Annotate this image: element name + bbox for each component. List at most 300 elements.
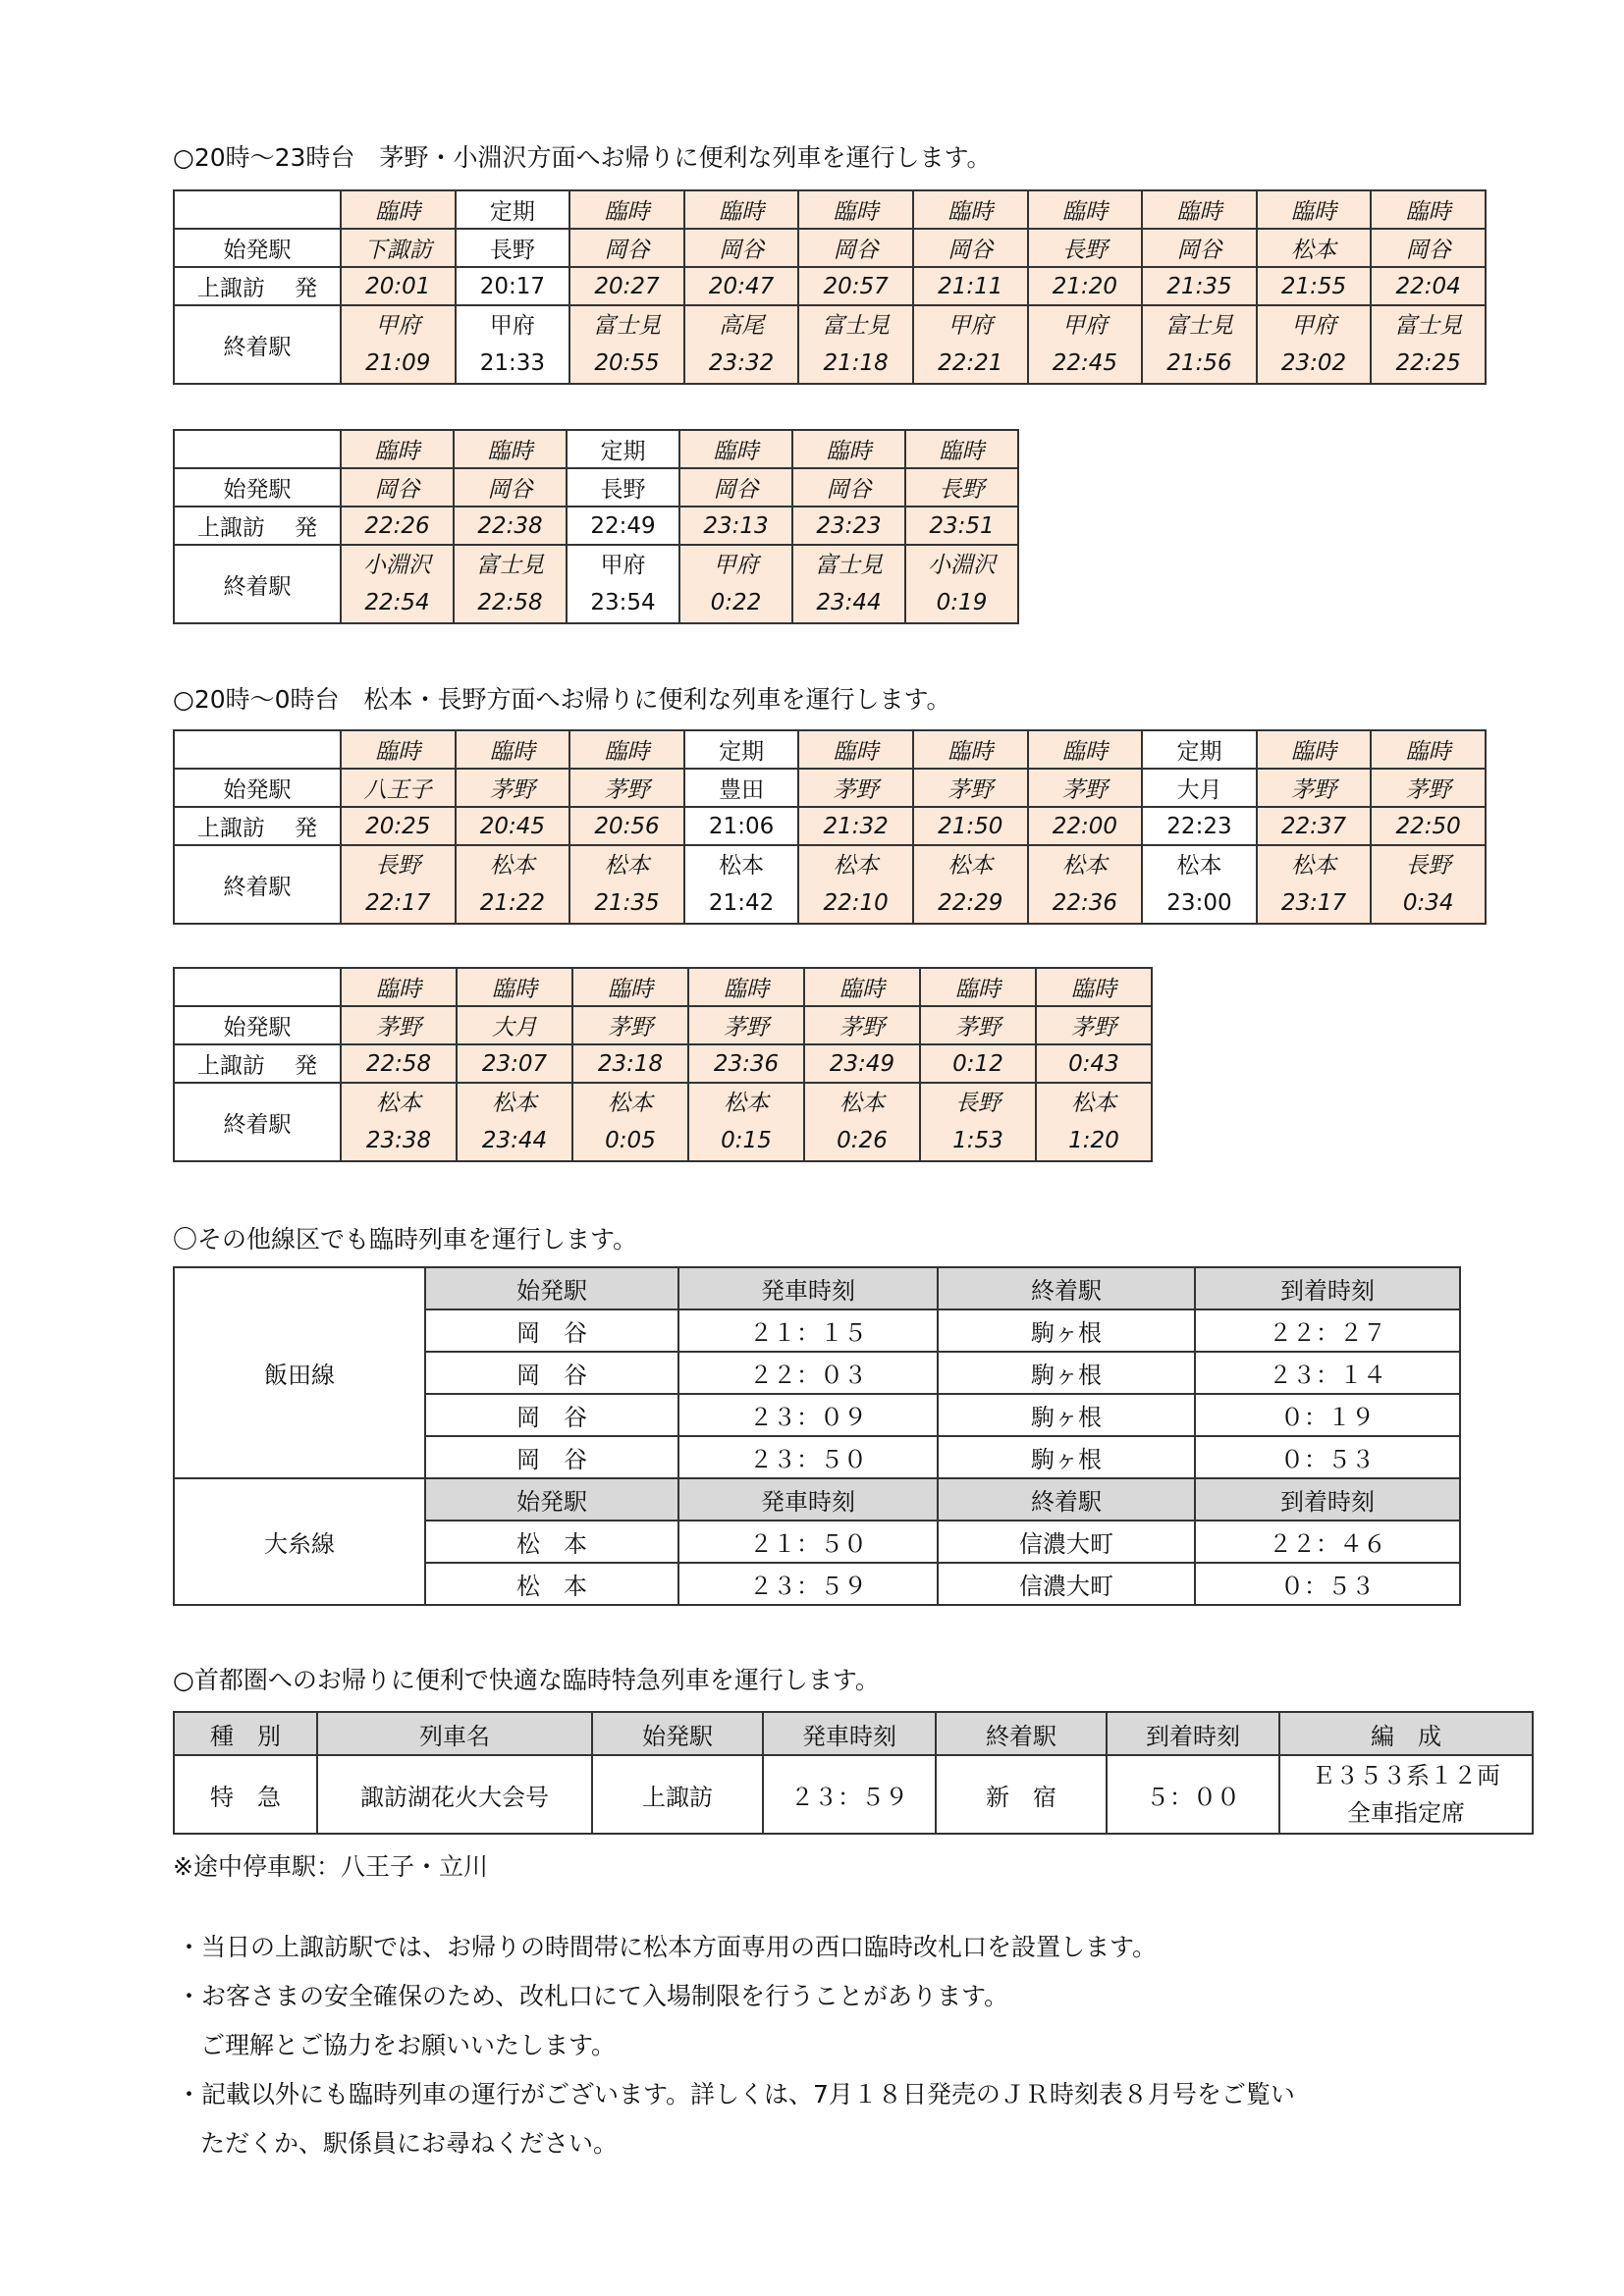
timetable-chino-2 bbox=[173, 429, 1019, 624]
destination-station: 松本 bbox=[839, 1091, 885, 1116]
arrive-cell: ２３：１４ bbox=[1195, 1352, 1460, 1394]
depart-cell: 23:07 bbox=[457, 1044, 572, 1083]
depart-cell: 23:49 bbox=[804, 1044, 920, 1083]
header-kind: 種 別 bbox=[174, 1712, 317, 1755]
header-arrive: 到着時刻 bbox=[1195, 1478, 1460, 1521]
destination-station: 富士見 bbox=[815, 553, 883, 578]
origin-cell: 茅野 bbox=[456, 769, 570, 807]
origin-cell: 茅野 bbox=[1371, 769, 1486, 807]
arrival-time: 1:53 bbox=[952, 1128, 1003, 1153]
depart-cell: 20:27 bbox=[569, 267, 684, 305]
origin-row bbox=[174, 229, 1486, 267]
destination-station: 松本 bbox=[1071, 1091, 1116, 1116]
header-dest: 終着駅 bbox=[936, 1712, 1107, 1755]
origin-cell: 茅野 bbox=[569, 769, 684, 807]
arrival-time: 21:22 bbox=[479, 890, 546, 916]
origin-cell: 松本 bbox=[1257, 229, 1372, 267]
depart-label: 上諏訪 発 bbox=[174, 507, 341, 545]
depart-cell: 20:45 bbox=[456, 807, 570, 845]
depart-cell: 21:06 bbox=[684, 807, 799, 845]
origin-cell: 茅野 bbox=[1028, 769, 1143, 807]
train-type-cell: 臨時 bbox=[798, 730, 913, 769]
arrival-time: 1:20 bbox=[1068, 1128, 1119, 1153]
origin-cell: 茅野 bbox=[804, 1006, 920, 1044]
depart-label: 上諏訪 発 bbox=[174, 1044, 341, 1083]
depart-cell: 20:56 bbox=[569, 807, 684, 845]
depart-cell: 21:20 bbox=[1028, 267, 1143, 305]
train-type-cell: 臨時 bbox=[569, 730, 684, 769]
destination-cell bbox=[456, 305, 570, 384]
arrival-time: 23:02 bbox=[1280, 350, 1347, 376]
train-type-cell: 臨時 bbox=[1028, 730, 1143, 769]
train-type-cell: 臨時 bbox=[684, 190, 799, 229]
arrival-time: 0:19 bbox=[936, 590, 988, 615]
depart-cell: 22:00 bbox=[1028, 807, 1143, 845]
depart-cell: 21:55 bbox=[1257, 267, 1372, 305]
notice-other-trains: ・記載以外にも臨時列車の運行がございます。詳しくは、7月１８日発売のＪＲ時刻表８月号をご覧い bbox=[177, 2080, 1295, 2109]
origin-label: 始発駅 bbox=[174, 1006, 341, 1044]
origin-cell: 岡 谷 bbox=[425, 1436, 678, 1478]
depart-cell: 23:36 bbox=[688, 1044, 804, 1083]
depart-row bbox=[174, 267, 1486, 305]
origin-cell: 岡谷 bbox=[569, 229, 684, 267]
arrival-time: 22:45 bbox=[1052, 350, 1117, 376]
destination-label: 終着駅 bbox=[174, 305, 341, 384]
depart-cell: 21:32 bbox=[798, 807, 913, 845]
origin-cell: 岡谷 bbox=[1371, 229, 1486, 267]
destination-cell bbox=[1371, 845, 1486, 924]
arrival-time: 0:22 bbox=[710, 590, 762, 615]
arrival-time: 0:26 bbox=[837, 1128, 888, 1153]
train-type-cell: 臨時 bbox=[341, 190, 456, 229]
notice-west-gate: ・当日の上諏訪駅では、お帰りの時間帯に松本方面専用の西口臨時改札口を設置します。 bbox=[177, 1933, 1158, 1961]
destination-cell bbox=[1028, 845, 1143, 924]
origin-cell: 岡谷 bbox=[913, 229, 1028, 267]
destination-station: 甲府 bbox=[489, 313, 535, 339]
arrive-cell: ２２：４６ bbox=[1195, 1521, 1460, 1563]
destination-cell bbox=[1036, 1083, 1152, 1161]
timetable-matsumoto-2 bbox=[173, 967, 1153, 1162]
train-type-cell: 臨時 bbox=[792, 430, 905, 468]
arrival-time: 23:54 bbox=[590, 590, 656, 615]
destination-row bbox=[174, 545, 1018, 623]
train-type-cell: 臨時 bbox=[679, 430, 792, 468]
destination-row bbox=[174, 1083, 1152, 1161]
depart-cell: 22:04 bbox=[1371, 267, 1486, 305]
destination-cell bbox=[905, 545, 1018, 623]
origin-cell: 茅野 bbox=[1257, 769, 1372, 807]
destination-station: 長野 bbox=[1405, 853, 1451, 879]
iida-header-row bbox=[174, 1267, 1460, 1309]
destination-cell bbox=[804, 1083, 920, 1161]
header-train-name: 列車名 bbox=[317, 1712, 592, 1755]
destination-station: 松本 bbox=[604, 853, 650, 879]
arrival-time: 0:15 bbox=[721, 1128, 772, 1153]
destination-station: 小淵沢 bbox=[928, 553, 996, 578]
kind-cell: 特 急 bbox=[174, 1755, 317, 1834]
arrival-time: 22:21 bbox=[938, 350, 1003, 376]
train-type-cell: 臨時 bbox=[1371, 730, 1486, 769]
train-type-cell: 定期 bbox=[456, 190, 570, 229]
depart-cell: 23:51 bbox=[905, 507, 1018, 545]
arrive-cell: ０：１９ bbox=[1195, 1394, 1460, 1436]
destination-cell bbox=[688, 1083, 804, 1161]
destination-cell bbox=[567, 545, 679, 623]
notice-entry-limit: ・お客さまの安全確保のため、改札口にて入場制限を行うことがあります。 bbox=[177, 1982, 1009, 2010]
header-origin: 始発駅 bbox=[592, 1712, 763, 1755]
train-type-cell: 臨時 bbox=[341, 968, 457, 1006]
arrival-time: 21:42 bbox=[708, 890, 775, 916]
destination-station: 松本 bbox=[1291, 853, 1337, 879]
destination-station: 甲府 bbox=[947, 313, 994, 339]
train-type-cell: 臨時 bbox=[920, 968, 1036, 1006]
destination-station: 松本 bbox=[1061, 853, 1108, 879]
arrival-time: 22:25 bbox=[1395, 350, 1461, 376]
origin-cell: 松 本 bbox=[425, 1563, 678, 1605]
depart-label: 上諏訪 発 bbox=[174, 267, 341, 305]
depart-cell: 22:58 bbox=[341, 1044, 457, 1083]
dest-cell: 信濃大町 bbox=[938, 1563, 1195, 1605]
origin-cell: 大月 bbox=[1142, 769, 1257, 807]
origin-label: 始発駅 bbox=[174, 468, 341, 507]
destination-cell bbox=[798, 845, 913, 924]
origin-cell: 岡 谷 bbox=[425, 1352, 678, 1394]
destination-cell bbox=[1257, 845, 1372, 924]
train-type-cell: 臨時 bbox=[1371, 190, 1486, 229]
arrival-time: 0:34 bbox=[1402, 890, 1454, 916]
destination-station: 甲府 bbox=[1291, 313, 1337, 339]
destination-cell bbox=[684, 845, 799, 924]
destination-station: 長野 bbox=[375, 853, 421, 879]
notice-entry-limit-2: ご理解とご協力をお願いいたします。 bbox=[200, 2031, 617, 2059]
arrival-time: 22:36 bbox=[1052, 890, 1117, 916]
arrival-time: 23:44 bbox=[481, 1128, 548, 1153]
corner-cell bbox=[174, 968, 341, 1006]
destination-station: 甲府 bbox=[375, 313, 421, 339]
destination-cell bbox=[920, 1083, 1036, 1161]
origin-cell: 長野 bbox=[456, 229, 570, 267]
express-header-row bbox=[174, 1712, 1533, 1755]
arrive-cell: ５：００ bbox=[1107, 1755, 1279, 1834]
destination-station: 松本 bbox=[833, 853, 879, 879]
train-type-row bbox=[174, 190, 1486, 229]
destination-station: 甲府 bbox=[713, 553, 759, 578]
destination-cell bbox=[679, 545, 792, 623]
header-dest: 終着駅 bbox=[938, 1267, 1195, 1309]
destination-station: 富士見 bbox=[592, 313, 661, 339]
train-type-cell: 臨時 bbox=[341, 730, 456, 769]
header-depart: 発車時刻 bbox=[678, 1267, 938, 1309]
destination-station: 長野 bbox=[955, 1091, 1001, 1116]
arrival-time: 21:35 bbox=[594, 890, 660, 916]
iida-line-label: 飯田線 bbox=[174, 1267, 425, 1478]
destination-cell bbox=[569, 305, 684, 384]
destination-station: 松本 bbox=[492, 1091, 537, 1116]
train-name-cell: 諏訪湖花火大会号 bbox=[317, 1755, 592, 1834]
destination-cell bbox=[341, 545, 454, 623]
arrival-time: 21:56 bbox=[1166, 350, 1232, 376]
depart-cell: 23:18 bbox=[572, 1044, 688, 1083]
depart-cell: 20:17 bbox=[456, 267, 570, 305]
destination-label: 終着駅 bbox=[174, 845, 341, 924]
destination-cell bbox=[341, 1083, 457, 1161]
depart-cell: 21:35 bbox=[1142, 267, 1257, 305]
origin-cell: 茅野 bbox=[920, 1006, 1036, 1044]
destination-cell bbox=[684, 305, 799, 384]
header-arrive: 到着時刻 bbox=[1195, 1267, 1460, 1309]
destination-cell bbox=[1142, 845, 1257, 924]
depart-cell: 22:26 bbox=[341, 507, 454, 545]
destination-label: 終着駅 bbox=[174, 545, 341, 623]
destination-station: 松本 bbox=[724, 1091, 769, 1116]
depart-cell: ２１：１５ bbox=[678, 1309, 938, 1352]
destination-row bbox=[174, 845, 1486, 924]
depart-label: 上諏訪 発 bbox=[174, 807, 341, 845]
oito-header-row bbox=[174, 1478, 1460, 1521]
train-type-cell: 臨時 bbox=[569, 190, 684, 229]
dest-cell: 駒ヶ根 bbox=[938, 1436, 1195, 1478]
train-type-cell: 臨時 bbox=[456, 730, 570, 769]
origin-cell: 茅野 bbox=[341, 1006, 457, 1044]
destination-cell bbox=[572, 1083, 688, 1161]
arrival-time: 23:44 bbox=[816, 590, 882, 615]
depart-cell: 0:43 bbox=[1036, 1044, 1152, 1083]
depart-cell: ２３：０９ bbox=[678, 1394, 938, 1436]
destination-cell bbox=[1257, 305, 1372, 384]
depart-cell: 23:23 bbox=[792, 507, 905, 545]
dest-cell: 駒ヶ根 bbox=[938, 1352, 1195, 1394]
destination-station: 小淵沢 bbox=[363, 553, 431, 578]
origin-row bbox=[174, 468, 1018, 507]
destination-station: 松本 bbox=[376, 1091, 421, 1116]
train-type-row bbox=[174, 968, 1152, 1006]
origin-cell: 岡谷 bbox=[684, 229, 799, 267]
train-type-cell: 定期 bbox=[1142, 730, 1257, 769]
arrival-time: 22:58 bbox=[477, 590, 543, 615]
depart-cell: 20:01 bbox=[341, 267, 456, 305]
origin-cell: 岡谷 bbox=[792, 468, 905, 507]
arrival-time: 23:38 bbox=[365, 1128, 432, 1153]
depart-cell: 23:13 bbox=[679, 507, 792, 545]
train-type-cell: 定期 bbox=[567, 430, 679, 468]
train-type-cell: 臨時 bbox=[572, 968, 688, 1006]
destination-cell bbox=[913, 305, 1028, 384]
dest-cell: 駒ヶ根 bbox=[938, 1394, 1195, 1436]
destination-station: 富士見 bbox=[476, 553, 544, 578]
header-formation: 編 成 bbox=[1279, 1712, 1533, 1755]
train-type-cell: 臨時 bbox=[913, 190, 1028, 229]
train-type-cell: 臨時 bbox=[1142, 190, 1257, 229]
destination-cell bbox=[454, 545, 567, 623]
dest-cell: 駒ヶ根 bbox=[938, 1309, 1195, 1352]
header-dest: 終着駅 bbox=[938, 1478, 1195, 1521]
train-type-cell: 臨時 bbox=[913, 730, 1028, 769]
origin-cell: 岡 谷 bbox=[425, 1394, 678, 1436]
table-row bbox=[174, 1755, 1533, 1834]
depart-cell: 22:37 bbox=[1257, 807, 1372, 845]
train-type-cell: 臨時 bbox=[341, 430, 454, 468]
train-type-cell: 臨時 bbox=[457, 968, 572, 1006]
destination-station: 甲府 bbox=[600, 553, 646, 578]
origin-cell: 長野 bbox=[905, 468, 1018, 507]
header-depart: 発車時刻 bbox=[763, 1712, 936, 1755]
origin-cell: 茅野 bbox=[572, 1006, 688, 1044]
destination-label: 終着駅 bbox=[174, 1083, 341, 1161]
destination-station: 松本 bbox=[719, 853, 765, 879]
depart-cell: 22:38 bbox=[454, 507, 567, 545]
destination-cell bbox=[792, 545, 905, 623]
section3-heading: 〇その他線区でも臨時列車を運行します。 bbox=[173, 1225, 638, 1254]
arrival-time: 22:10 bbox=[823, 890, 889, 916]
notice-other-trains-2: ただくか、駅係員にお尋ねください。 bbox=[200, 2129, 619, 2158]
origin-cell: 茅野 bbox=[688, 1006, 804, 1044]
destination-station: 高尾 bbox=[719, 313, 765, 339]
destination-cell bbox=[798, 305, 913, 384]
depart-row bbox=[174, 507, 1018, 545]
origin-cell: 長野 bbox=[567, 468, 679, 507]
origin-cell: 長野 bbox=[1028, 229, 1143, 267]
depart-cell: ２２：０３ bbox=[678, 1352, 938, 1394]
formation-seats: 全車指定席 bbox=[1347, 1799, 1465, 1827]
depart-cell: 0:12 bbox=[920, 1044, 1036, 1083]
arrival-time: 20:55 bbox=[594, 350, 660, 376]
depart-row bbox=[174, 1044, 1152, 1083]
origin-cell: 岡谷 bbox=[454, 468, 567, 507]
origin-cell: 豊田 bbox=[684, 769, 799, 807]
other-lines-table bbox=[173, 1266, 1461, 1606]
train-type-cell: 臨時 bbox=[1036, 968, 1152, 1006]
origin-row bbox=[174, 769, 1486, 807]
train-type-cell: 定期 bbox=[684, 730, 799, 769]
train-type-cell: 臨時 bbox=[1257, 730, 1372, 769]
destination-station: 富士見 bbox=[1164, 313, 1233, 339]
formation-cars: Ｅ３５３系１２両 bbox=[1312, 1762, 1500, 1789]
train-type-cell: 臨時 bbox=[1257, 190, 1372, 229]
arrival-time: 23:00 bbox=[1166, 890, 1232, 916]
destination-station: 松本 bbox=[489, 853, 535, 879]
arrive-cell: ２２：２７ bbox=[1195, 1309, 1460, 1352]
origin-cell: 松 本 bbox=[425, 1521, 678, 1563]
origin-label: 始発駅 bbox=[174, 769, 341, 807]
timetable-matsumoto-1 bbox=[173, 729, 1487, 925]
origin-cell: 茅野 bbox=[913, 769, 1028, 807]
header-depart: 発車時刻 bbox=[678, 1478, 938, 1521]
origin-cell: 岡 谷 bbox=[425, 1309, 678, 1352]
header-origin: 始発駅 bbox=[425, 1478, 678, 1521]
arrive-cell: ０：５３ bbox=[1195, 1563, 1460, 1605]
origin-label: 始発駅 bbox=[174, 229, 341, 267]
train-type-row bbox=[174, 730, 1486, 769]
destination-cell bbox=[457, 1083, 572, 1161]
depart-cell: 20:47 bbox=[684, 267, 799, 305]
arrival-time: 22:17 bbox=[365, 890, 431, 916]
origin-cell: 岡谷 bbox=[1142, 229, 1257, 267]
destination-station: 富士見 bbox=[822, 313, 891, 339]
section1-heading: ○20時～23時台 茅野・小淵沢方面へお帰りに便利な列車を運行します。 bbox=[173, 143, 992, 172]
destination-cell bbox=[569, 845, 684, 924]
arrival-time: 21:09 bbox=[365, 350, 431, 376]
depart-cell: 20:57 bbox=[798, 267, 913, 305]
train-type-row bbox=[174, 430, 1018, 468]
origin-cell: 岡谷 bbox=[798, 229, 913, 267]
depart-cell: ２３：５０ bbox=[678, 1436, 938, 1478]
arrival-time: 22:29 bbox=[938, 890, 1003, 916]
corner-cell bbox=[174, 190, 341, 229]
destination-station: 松本 bbox=[947, 853, 994, 879]
section4-heading: ○首都圏へのお帰りに便利で快適な臨時特急列車を運行します。 bbox=[173, 1666, 880, 1694]
depart-cell: ２３：５９ bbox=[678, 1563, 938, 1605]
depart-cell: 22:23 bbox=[1142, 807, 1257, 845]
destination-station: 甲府 bbox=[1061, 313, 1108, 339]
dest-cell: 新 宿 bbox=[936, 1755, 1107, 1834]
train-type-cell: 臨時 bbox=[905, 430, 1018, 468]
origin-cell: 大月 bbox=[457, 1006, 572, 1044]
arrival-time: 0:05 bbox=[605, 1128, 656, 1153]
destination-cell bbox=[1371, 305, 1486, 384]
origin-cell: 上諏訪 bbox=[592, 1755, 763, 1834]
train-type-cell: 臨時 bbox=[798, 190, 913, 229]
dest-cell: 信濃大町 bbox=[938, 1521, 1195, 1563]
origin-row bbox=[174, 1006, 1152, 1044]
limited-express-table bbox=[173, 1711, 1534, 1835]
train-type-cell: 臨時 bbox=[454, 430, 567, 468]
destination-row bbox=[174, 305, 1486, 384]
origin-cell: 茅野 bbox=[798, 769, 913, 807]
depart-cell: 21:50 bbox=[913, 807, 1028, 845]
destination-cell bbox=[1142, 305, 1257, 384]
origin-cell: 岡谷 bbox=[679, 468, 792, 507]
train-type-cell: 臨時 bbox=[688, 968, 804, 1006]
arrival-time: 23:32 bbox=[708, 350, 775, 376]
origin-cell: 茅野 bbox=[1036, 1006, 1152, 1044]
origin-cell: 下諏訪 bbox=[341, 229, 456, 267]
corner-cell bbox=[174, 430, 341, 468]
destination-station: 富士見 bbox=[1394, 313, 1463, 339]
destination-cell bbox=[913, 845, 1028, 924]
section2-heading: ○20時～0時台 松本・長野方面へお帰りに便利な列車を運行します。 bbox=[173, 685, 951, 714]
arrive-cell: ０：５３ bbox=[1195, 1436, 1460, 1478]
stops-note: ※途中停車駅：八王子・立川 bbox=[173, 1852, 488, 1881]
destination-cell bbox=[456, 845, 570, 924]
arrival-time: 23:17 bbox=[1280, 890, 1347, 916]
depart-row bbox=[174, 807, 1486, 845]
depart-cell: ２３：５９ bbox=[763, 1755, 936, 1834]
header-arrive: 到着時刻 bbox=[1107, 1712, 1279, 1755]
destination-station: 松本 bbox=[608, 1091, 653, 1116]
arrival-time: 21:18 bbox=[823, 350, 889, 376]
arrival-time: 21:33 bbox=[479, 350, 546, 376]
destination-cell bbox=[341, 305, 456, 384]
depart-cell: 20:25 bbox=[341, 807, 456, 845]
destination-cell bbox=[1028, 305, 1143, 384]
arrival-time: 22:54 bbox=[364, 590, 430, 615]
oito-line-label: 大糸線 bbox=[174, 1478, 425, 1605]
train-type-cell: 臨時 bbox=[1028, 190, 1143, 229]
header-origin: 始発駅 bbox=[425, 1267, 678, 1309]
timetable-chino-1 bbox=[173, 189, 1487, 385]
origin-cell: 八王子 bbox=[341, 769, 456, 807]
formation-cell bbox=[1279, 1755, 1533, 1834]
depart-cell: 22:50 bbox=[1371, 807, 1486, 845]
depart-cell: ２１：５０ bbox=[678, 1521, 938, 1563]
train-type-cell: 臨時 bbox=[804, 968, 920, 1006]
destination-cell bbox=[341, 845, 456, 924]
destination-station: 松本 bbox=[1176, 853, 1222, 879]
depart-cell: 22:49 bbox=[567, 507, 679, 545]
depart-cell: 21:11 bbox=[913, 267, 1028, 305]
origin-cell: 岡谷 bbox=[341, 468, 454, 507]
corner-cell bbox=[174, 730, 341, 769]
